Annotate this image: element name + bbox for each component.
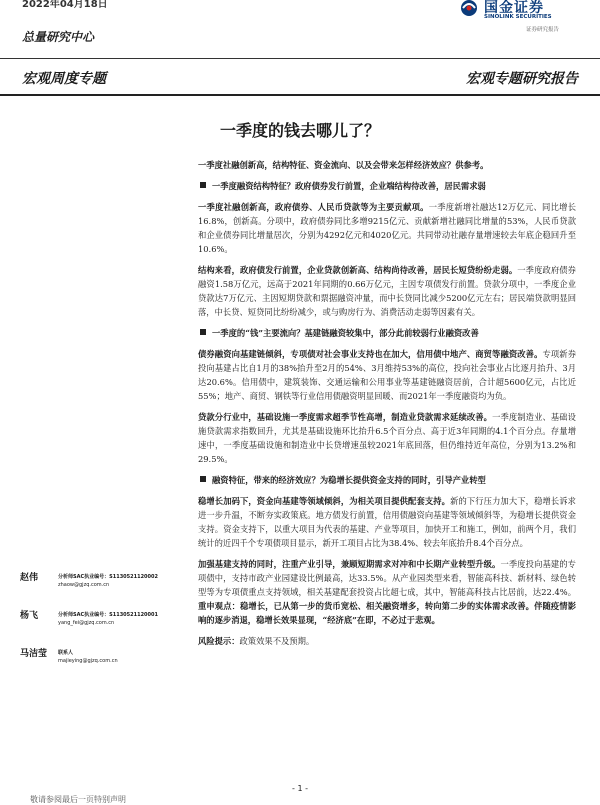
divider xyxy=(0,58,600,59)
section-heading: 融资特征，带来的经济效应？为稳增长提供资金支持的同时，引导产业转型 xyxy=(198,473,576,487)
analyst-cert: 分析师SAC执业编号：S1130521120001 xyxy=(58,612,158,618)
company-logo xyxy=(458,0,598,40)
analyst-list xyxy=(18,570,188,684)
analyst-name: 杨飞 xyxy=(20,611,39,621)
research-center: 总量研究中心 xyxy=(22,30,95,44)
analyst-entry xyxy=(18,608,188,646)
logo-text-en: SINOLINK SECURITIES xyxy=(484,14,552,20)
risk-warning: 风险提示：政策效果不及预期。 xyxy=(198,636,315,646)
report-date: 2022年04月18日 xyxy=(22,0,108,10)
report-type: 宏观专题研究报告 xyxy=(466,71,578,87)
analyst-entry xyxy=(18,570,188,608)
sinolink-logo-icon xyxy=(458,0,480,20)
footer-disclaimer: 敬请参阅最后一页特别声明 xyxy=(30,795,126,804)
report-title: 一季度的钱去哪儿了？ xyxy=(219,121,380,140)
analyst-role: 联系人 xyxy=(58,650,74,656)
bullet-square-icon xyxy=(200,329,206,335)
analyst-email[interactable]: yang_fei@gjzq.com.cn xyxy=(58,620,115,626)
body-paragraph: 债券融资向基建链倾斜，专项债对社会事业支持也在加大，信用债中地产、商贸等融资改善。专项新券投向基建占比自1月的38%抬升至2月的54%、3月维持53%的高位，投向社会事业占比逐月抬升、3月达20.6%。信用债中，建筑装饰、交通运输和公用事业等基建链融资居前，合计超5600亿元，占比近55%；地产、商贸、钢铁等行业信用债融资明显回暖、而2021年一季度融资均为负。 xyxy=(198,349,576,401)
report-body xyxy=(198,158,576,655)
analyst-email[interactable]: majieying@gjzq.com.cn xyxy=(58,658,118,664)
body-paragraph: 结构来看，政府债发行前置，企业贷款创新高、结构尚待改善，居民长短贷纷纷走弱。一季度政府债券融资1.58万亿元，远高于2021年同期的0.66万亿元，主因专项债发行前置。贷款分项中，一季度企业贷款达7万亿元、主因短期贷款和票据融资冲量，而中长贷同比减少5200亿元左右；居民端贷款明显回落，中长贷、短贷同比纷纷减少，或与购房行为、消费活动走弱等因素有关。 xyxy=(198,265,576,317)
analyst-name: 马洁莹 xyxy=(20,649,48,659)
report-category: 宏观周度专题 xyxy=(22,71,106,87)
section-heading: 一季度融资结构特征？政府债券发行前置，企业端结构待改善，居民需求弱 xyxy=(198,179,576,193)
logo-text-cn: 国金证券 xyxy=(484,0,544,16)
divider xyxy=(0,94,600,96)
analyst-name: 赵伟 xyxy=(20,573,39,583)
body-paragraph: 加强基建支持的同时，注重产业引导，兼顾短期需求对冲和中长期产业转型升级。一季度投向基建的专项债中，支持市政产业园建设比例最高，达33.5%。从产业园类型来看，智能高科技、新材料、绿色转型等为专项债重点支持领域，相关基建配套投资占比超七成，其中，智能高科技占比居前，达22.4%。重申观点：稳增长，已从第一步的货币宽松、相关融资增多，转向第二步的实体需求改善。伴随疫情影响的逐步消退，稳增长效果显现，“经济底”在即，不必过于悲观。 xyxy=(198,559,576,625)
bullet-square-icon xyxy=(200,182,206,188)
bullet-square-icon xyxy=(200,476,206,482)
page-number: - 1 - xyxy=(292,784,308,793)
intro-paragraph: 一季度社融创新高，结构特征、资金流向、以及会带来怎样经济效应？供参考。 xyxy=(198,160,489,170)
analyst-email[interactable]: zhaow@gjzq.com.cn xyxy=(58,582,110,588)
logo-subtitle: 证券研究报告 xyxy=(526,27,560,33)
body-paragraph: 一季度社融创新高，政府债券、人民币贷款等为主要贡献项。一季度新增社融达12万亿元、同比增长16.8%，创新高。分项中，政府债券同比多增9215亿元、贡献新增社融同比增量的53%，人民币贷款和企业债券同比增量居次，分别为4292亿元和4020亿元。共同带动社融存量增速较去年底企稳回升至10.6%。 xyxy=(198,202,576,254)
section-heading: 一季度的“钱”主要流向？基建链融资较集中，部分此前较弱行业融资改善 xyxy=(198,326,576,340)
analyst-cert: 分析师SAC执业编号：S1130521120002 xyxy=(58,574,158,580)
analyst-entry xyxy=(18,646,188,684)
body-paragraph: 贷款分行业中，基础设施一季度需求超季节性高增，制造业贷款需求延续改善。一季度制造业、基础设施贷款需求指数回升，尤其是基础设施环比抬升6.5个百分点、高于近3年同期的4.1个百分点。存量增速中，一季度基础设施和制造业中长贷增速虽较2021年底回落，但仍维持近年高位，分别为13.2%和29.5%。 xyxy=(198,412,576,464)
body-paragraph: 稳增长加码下，资金向基建等领域倾斜，为相关项目提供配套支持。新的下行压力加大下，稳增长诉求进一步升温，不断夯实政策底。地方债发行前置，信用债融资向基建等领域倾斜等，为稳增长提供资金支持。资金支持下，以重大项目为代表的基建、产业等项目，加快开工和施工，例如，前两个月，我们统计的近四千个专项债项目显示，新开工项目占比为38.4%、较去年底抬升8.4个百分点。 xyxy=(198,496,576,548)
